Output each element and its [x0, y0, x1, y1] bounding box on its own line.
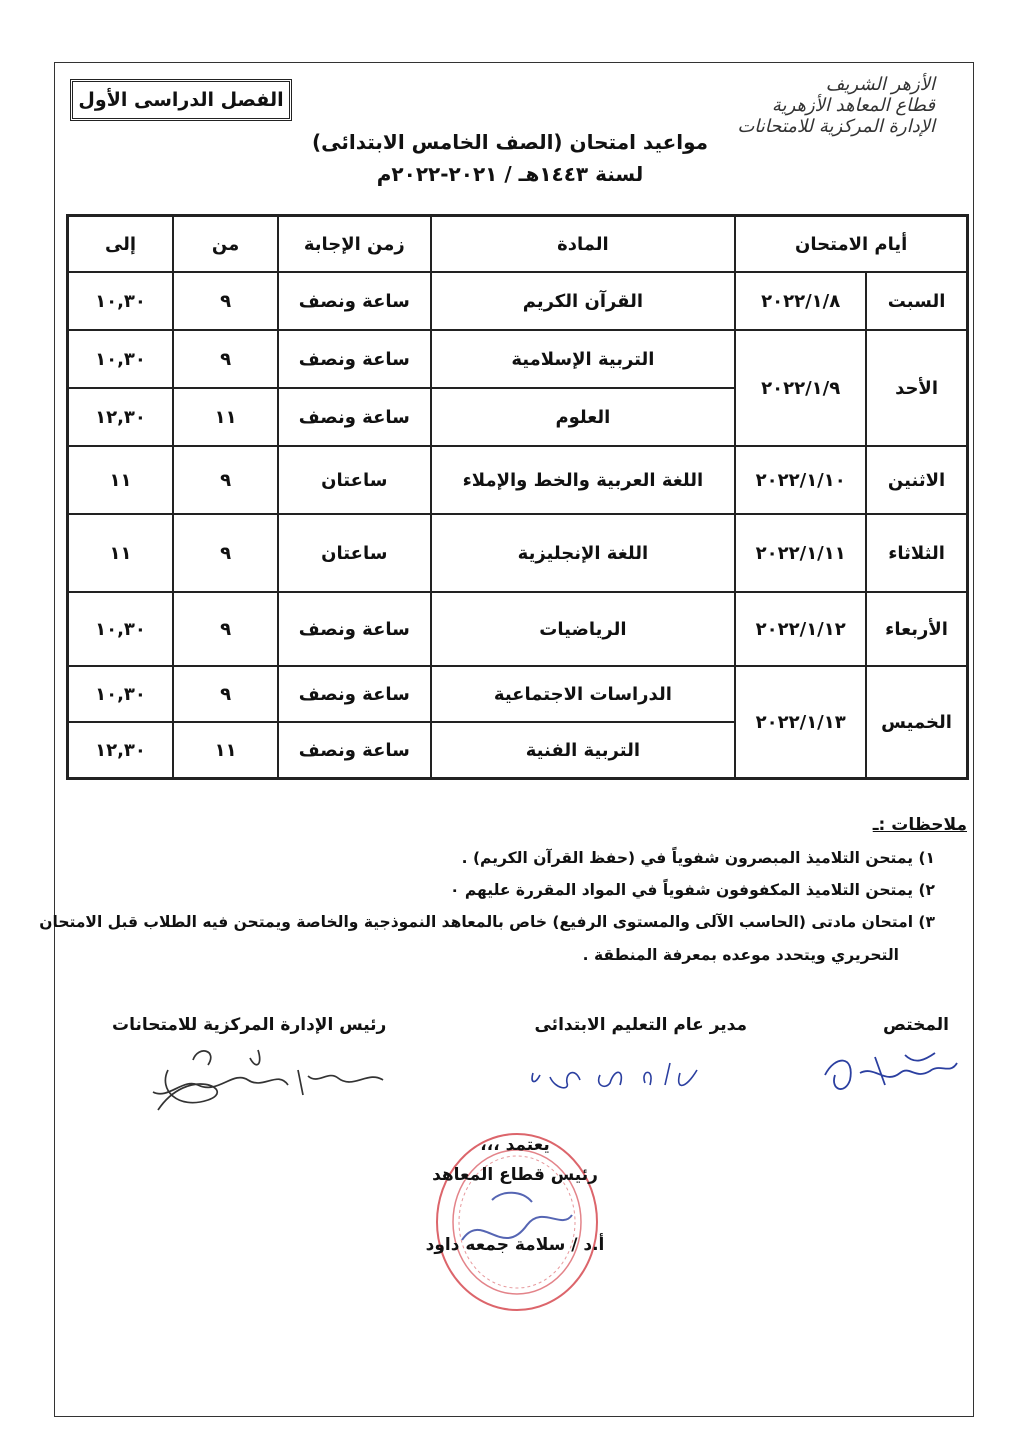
table-header-row — [68, 216, 967, 272]
org-line-3: الإدارة المركزية للامتحانات — [737, 116, 935, 137]
table-row — [68, 330, 967, 388]
specialist-signature-image — [815, 1045, 965, 1100]
note-item: ١) يمتحن التلاميذ المبصرون شفوياً في (حفظ القرآن الكريم) . — [461, 849, 935, 867]
date-cell: ٢٠٢٢/١/١١ — [735, 514, 866, 592]
org-line-1: الأزهر الشريف — [825, 74, 935, 95]
duration-cell: ساعة ونصف — [278, 722, 430, 778]
organization-header — [705, 74, 935, 137]
duration-cell: ساعة ونصف — [278, 330, 430, 388]
subject-cell: الرياضيات — [431, 592, 736, 666]
org-line-2: قطاع المعاهد الأزهرية — [771, 95, 935, 116]
notes-title: ملاحظات :ـ — [872, 815, 967, 835]
day-cell: الثلاثاء — [866, 514, 967, 592]
subject-cell: الدراسات الاجتماعية — [431, 666, 736, 722]
duration-cell: ساعتان — [278, 514, 430, 592]
approval-title: رئيس قطاع المعاهد — [432, 1165, 598, 1185]
from-cell: ٩ — [173, 514, 278, 592]
document-title: مواعيد امتحان (الصف الخامس الابتدائى) — [311, 130, 709, 154]
to-cell: ١٠,٣٠ — [68, 330, 173, 388]
semester-label: الفصل الدراسى الأول — [70, 79, 292, 121]
academic-year: لسنة ١٤٤٣هـ / ٢٠٢١-٢٠٢٢م — [376, 162, 644, 186]
director-signature-image — [525, 1055, 705, 1100]
from-cell: ٩ — [173, 592, 278, 666]
table-row — [68, 272, 967, 330]
approval-line: يعتمد ،،، — [480, 1135, 550, 1155]
day-cell: الأربعاء — [866, 592, 967, 666]
date-cell: ٢٠٢٢/١/١٢ — [735, 592, 866, 666]
table-row — [68, 592, 967, 666]
from-cell: ١١ — [173, 388, 278, 446]
date-cell: ٢٠٢٢/١/١٠ — [735, 446, 866, 514]
day-cell: الخميس — [866, 666, 967, 778]
from-cell: ٩ — [173, 666, 278, 722]
header-to: إلى — [68, 216, 173, 272]
header-days: أيام الامتحان — [735, 216, 967, 272]
subject-cell: التربية الإسلامية — [431, 330, 736, 388]
table-row — [68, 514, 967, 592]
subject-cell: العلوم — [431, 388, 736, 446]
note-item: التحريري ويتحدد موعده بمعرفة المنطقة . — [582, 946, 899, 964]
day-cell: الأحد — [866, 330, 967, 446]
duration-cell: ساعة ونصف — [278, 592, 430, 666]
header-from: من — [173, 216, 278, 272]
date-cell: ٢٠٢٢/١/٨ — [735, 272, 866, 330]
to-cell: ١٠,٣٠ — [68, 272, 173, 330]
duration-cell: ساعة ونصف — [278, 388, 430, 446]
to-cell: ١١ — [68, 446, 173, 514]
duration-cell: ساعة ونصف — [278, 272, 430, 330]
to-cell: ١١ — [68, 514, 173, 592]
duration-cell: ساعتان — [278, 446, 430, 514]
table-row — [68, 666, 967, 722]
from-cell: ٩ — [173, 272, 278, 330]
table-row — [68, 446, 967, 514]
official-seal-icon — [432, 1130, 602, 1315]
duration-cell: ساعة ونصف — [278, 666, 430, 722]
date-cell: ٢٠٢٢/١/١٣ — [735, 666, 866, 778]
signature-specialist-title: المختص — [883, 1015, 949, 1035]
date-cell: ٢٠٢٢/١/٩ — [735, 330, 866, 446]
subject-cell: القرآن الكريم — [431, 272, 736, 330]
to-cell: ١٠,٣٠ — [68, 592, 173, 666]
header-duration: زمن الإجابة — [278, 216, 430, 272]
signature-director-title: مدير عام التعليم الابتدائى — [534, 1015, 747, 1035]
from-cell: ٩ — [173, 330, 278, 388]
to-cell: ١٠,٣٠ — [68, 666, 173, 722]
subject-cell: التربية الفنية — [431, 722, 736, 778]
head-exams-signature-image — [138, 1040, 398, 1125]
exam-schedule-table — [66, 214, 969, 780]
day-cell: السبت — [866, 272, 967, 330]
header-subject: المادة — [431, 216, 736, 272]
subject-cell: اللغة العربية والخط والإملاء — [431, 446, 736, 514]
approval-name: أ.د / سلامة جمعه داود — [425, 1235, 605, 1255]
note-item: ٢) يمتحن التلاميذ المكفوفون شفوياً في المواد المقررة عليهم ٠ — [450, 881, 935, 899]
from-cell: ٩ — [173, 446, 278, 514]
to-cell: ١٢,٣٠ — [68, 722, 173, 778]
day-cell: الاثنين — [866, 446, 967, 514]
signature-head-exams-title: رئيس الإدارة المركزية للامتحانات — [112, 1015, 387, 1035]
from-cell: ١١ — [173, 722, 278, 778]
to-cell: ١٢,٣٠ — [68, 388, 173, 446]
note-item: ٣) امتحان مادتى (الحاسب الآلى والمستوى الرفيع) خاص بالمعاهد النموذجية والخاصة ويمتحن فيه الطلاب قبل الامتحان — [39, 913, 935, 931]
subject-cell: اللغة الإنجليزية — [431, 514, 736, 592]
